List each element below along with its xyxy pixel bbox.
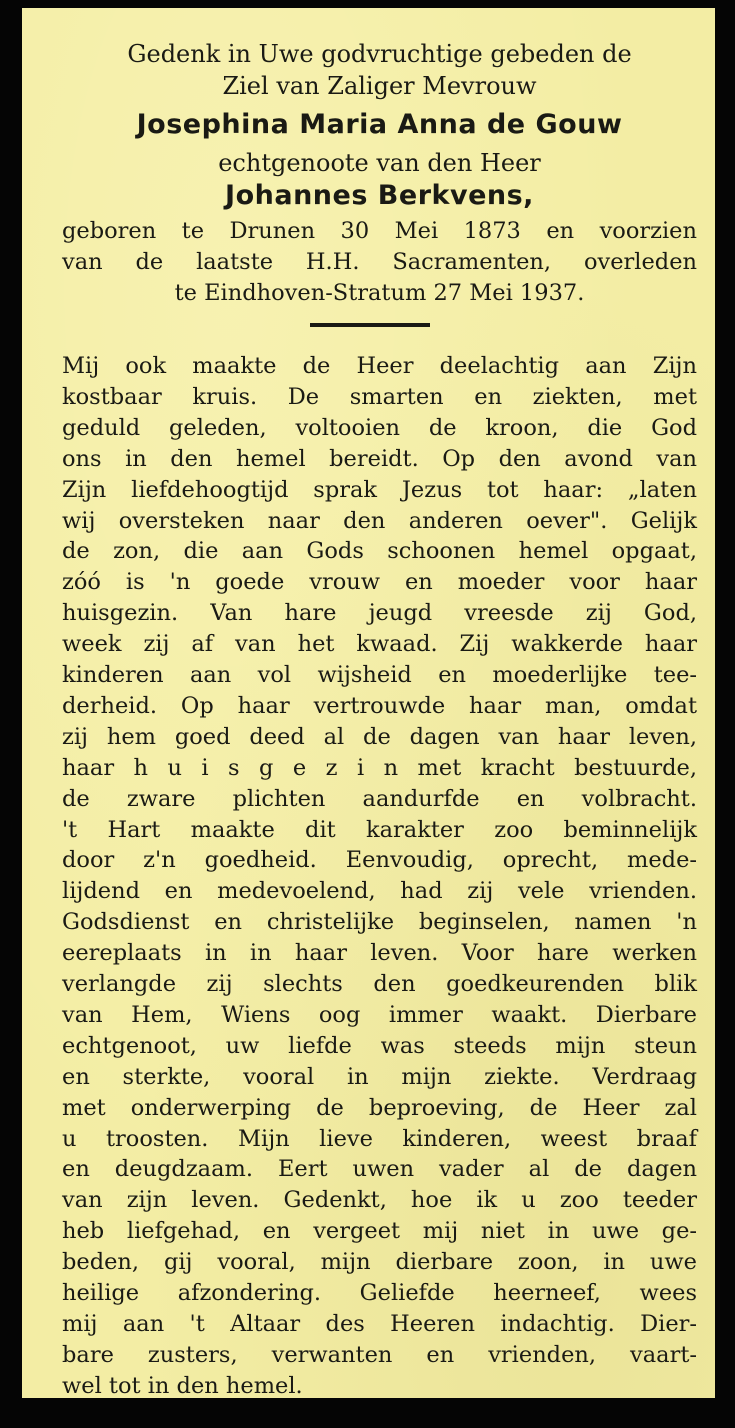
body-line: ons in den hemel bereidt. Op den avond van — [62, 445, 697, 472]
body-line: week zij af van het kwaad. Zij wakkerde haar — [62, 631, 697, 658]
body-line: u troosten. Mijn lieve kinderen, weest braaf — [62, 1125, 697, 1152]
section-divider — [310, 323, 430, 327]
birth-line: geboren te Drunen 30 Mei 1873 en voorzien — [62, 218, 697, 244]
spouse-intro: echtgenoote van den Heer — [218, 149, 541, 177]
body-line: beden, gij vooral, mijn dierbare zoon, in uwe — [62, 1249, 697, 1276]
death-line: te Eindhoven-Stratum 27 Mei 1937. — [174, 280, 585, 306]
memorial-card — [22, 8, 715, 1398]
body-line: de zware plichten aandurfde en volbracht. — [62, 785, 697, 812]
body-line: huisgezin. Van hare jeugd vreesde zij God, — [62, 600, 697, 627]
body-line: door z'n goedheid. Eenvoudig, oprecht, mede- — [62, 847, 697, 874]
body-line: lijdend en medevoelend, had zij vele vrienden. — [62, 878, 697, 905]
body-line: derheid. Op haar vertrouwde haar man, omdat — [62, 692, 697, 719]
body-line: eereplaats in in haar leven. Voor hare werken — [62, 940, 697, 967]
body-line: wel tot in den hemel. — [62, 1372, 303, 1399]
body-line: Mij ook maakte de Heer deelachtig aan Zijn — [62, 353, 697, 379]
body-line: Zijn liefdehoogtijd sprak Jezus tot haar: „laten — [62, 476, 697, 503]
sacrament-line: van de laatste H.H. Sacramenten, overleden — [62, 249, 697, 275]
body-line: zij hem goed deed al de dagen van haar leven, — [62, 723, 697, 750]
body-line: echtgenoot, uw liefde was steeds mijn steun — [62, 1032, 697, 1059]
body-line: de zon, die aan Gods schoonen hemel opgaat, — [62, 538, 697, 565]
body-line: bare zusters, verwanten en vrienden, vaart- — [62, 1341, 697, 1368]
body-line: en sterkte, vooral in mijn ziekte. Verdraag — [62, 1063, 697, 1090]
body-line: en deugdzaam. Eert uwen vader al de dagen — [62, 1156, 697, 1183]
body-line: kostbaar kruis. De smarten en ziekten, met — [62, 383, 697, 410]
body-line: zóó is 'n goede vrouw en moeder voor haar — [62, 569, 697, 596]
body-line: wij oversteken naar den anderen oever". Gelijk — [62, 507, 697, 534]
body-line: van Hem, Wiens oog immer waakt. Dierbare — [62, 1001, 697, 1028]
body-line: geduld geleden, voltooien de kroon, die God — [62, 414, 697, 441]
body-line: kinderen aan vol wijsheid en moederlijke tee- — [62, 662, 697, 688]
deceased-name: Josephina Maria Anna de Gouw — [136, 109, 623, 140]
body-line: mij aan 't Altaar des Heeren indachtig. Dier- — [62, 1310, 697, 1337]
body-line: Godsdienst en christelijke beginselen, namen 'n — [62, 909, 697, 936]
body-line: met onderwerping de beproeving, de Heer zal — [62, 1094, 697, 1121]
body-line: haar h u i s g e z i n met kracht bestuurde, — [62, 754, 697, 781]
opening-line: Gedenk in Uwe godvruchtige gebeden de — [127, 40, 632, 68]
body-line: verlangde zij slechts den goedkeurenden blik — [62, 971, 697, 997]
body-line: van zijn leven. Gedenkt, hoe ik u zoo teeder — [62, 1187, 697, 1214]
spouse-name: Johannes Berkvens, — [225, 180, 534, 211]
body-line: 't Hart maakte dit karakter zoo beminnelijk — [62, 816, 697, 843]
body-line: heilige afzondering. Geliefde heerneef, wees — [62, 1280, 697, 1306]
body-line: heb liefgehad, en vergeet mij niet in uwe ge- — [62, 1218, 697, 1245]
opening-line-2: Ziel van Zaliger Mevrouw — [222, 72, 537, 100]
